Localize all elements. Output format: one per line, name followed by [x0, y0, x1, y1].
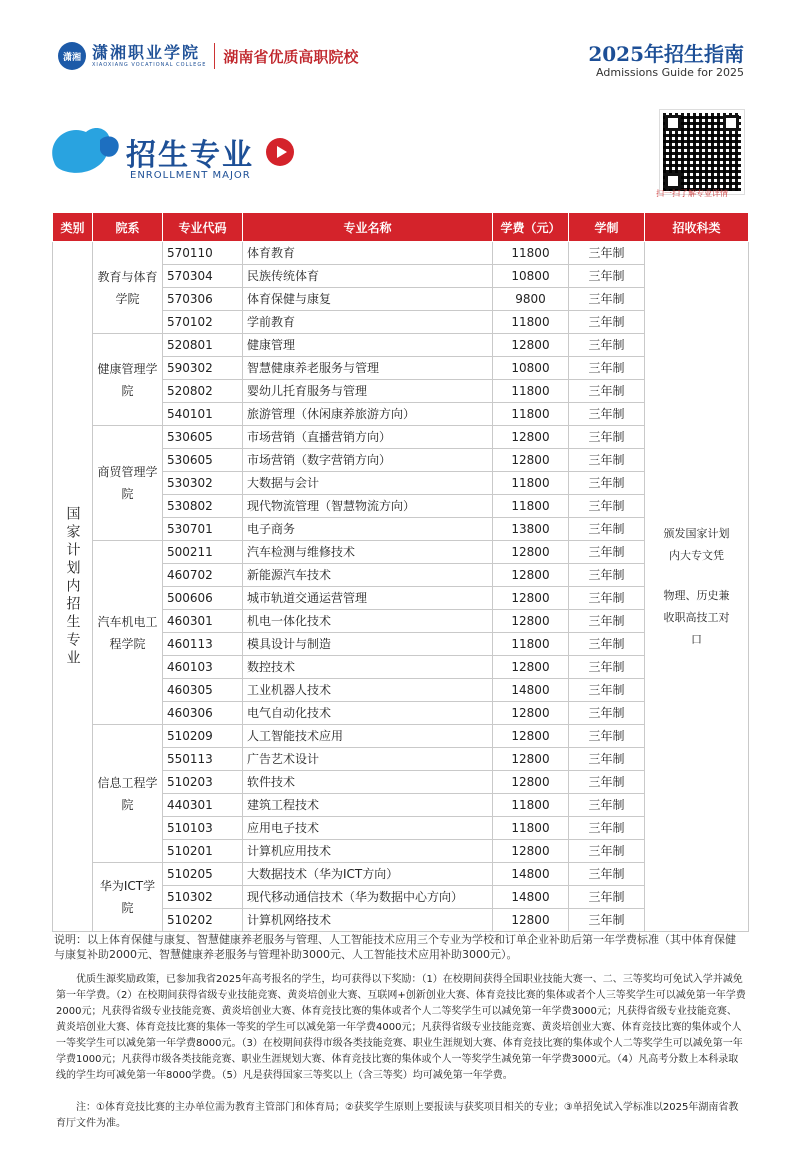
major-fee-cell: 12800 [493, 771, 569, 794]
major-fee-cell: 12800 [493, 748, 569, 771]
major-name-cell: 大数据技术（华为ICT方向） [243, 863, 493, 886]
department-cell: 商贸管理学院 [93, 426, 163, 541]
major-duration-cell: 三年制 [569, 702, 645, 725]
table-header-row [53, 213, 749, 242]
major-duration-cell: 三年制 [569, 403, 645, 426]
major-fee-cell: 12800 [493, 334, 569, 357]
major-name-cell: 健康管理 [243, 334, 493, 357]
major-code-cell: 530802 [163, 495, 243, 518]
school-slogan: 湖南省优质高职院校 [223, 47, 359, 66]
major-name-cell: 智慧健康养老服务与管理 [243, 357, 493, 380]
major-fee-cell: 10800 [493, 357, 569, 380]
guide-subtitle: Admissions Guide for 2025 [596, 66, 744, 79]
major-fee-cell: 11800 [493, 472, 569, 495]
major-code-cell: 530701 [163, 518, 243, 541]
major-fee-cell: 11800 [493, 633, 569, 656]
major-duration-cell: 三年制 [569, 909, 645, 932]
major-name-cell: 旅游管理（休闲康养旅游方向） [243, 403, 493, 426]
major-name-cell: 现代物流管理（智慧物流方向） [243, 495, 493, 518]
subjects-cell [645, 242, 749, 932]
major-code-cell: 460301 [163, 610, 243, 633]
major-duration-cell: 三年制 [569, 449, 645, 472]
major-duration-cell: 三年制 [569, 426, 645, 449]
school-logo-group [58, 42, 358, 70]
major-duration-cell: 三年制 [569, 771, 645, 794]
major-fee-cell: 11800 [493, 403, 569, 426]
school-name-en: XIAOXIANG VOCATIONAL COLLEGE [92, 62, 207, 68]
major-name-cell: 汽车检测与维修技术 [243, 541, 493, 564]
major-duration-cell: 三年制 [569, 288, 645, 311]
major-name-cell: 民族传统体育 [243, 265, 493, 288]
major-duration-cell: 三年制 [569, 311, 645, 334]
major-duration-cell: 三年制 [569, 725, 645, 748]
page-header [0, 0, 800, 100]
major-name-cell: 学前教育 [243, 311, 493, 334]
major-code-cell: 590302 [163, 357, 243, 380]
major-code-cell: 570110 [163, 242, 243, 265]
major-code-cell: 570306 [163, 288, 243, 311]
major-name-cell: 电气自动化技术 [243, 702, 493, 725]
major-name-cell: 数控技术 [243, 656, 493, 679]
column-header: 专业代码 [163, 213, 243, 242]
major-code-cell: 500606 [163, 587, 243, 610]
major-code-cell: 530605 [163, 426, 243, 449]
major-fee-cell: 9800 [493, 288, 569, 311]
column-header: 类别 [53, 213, 93, 242]
department-cell: 汽车机电工程学院 [93, 541, 163, 725]
major-code-cell: 460113 [163, 633, 243, 656]
major-name-cell: 建筑工程技术 [243, 794, 493, 817]
major-code-cell: 510209 [163, 725, 243, 748]
major-fee-cell: 12800 [493, 909, 569, 932]
major-name-cell: 体育教育 [243, 242, 493, 265]
major-fee-cell: 14800 [493, 886, 569, 909]
major-duration-cell: 三年制 [569, 817, 645, 840]
table-row [53, 426, 749, 449]
major-fee-cell: 12800 [493, 449, 569, 472]
department-cell: 华为ICT学院 [93, 863, 163, 932]
major-fee-cell: 11800 [493, 794, 569, 817]
major-name-cell: 现代移动通信技术（华为数据中心方向） [243, 886, 493, 909]
major-duration-cell: 三年制 [569, 518, 645, 541]
table-row [53, 242, 749, 265]
major-fee-cell: 12800 [493, 587, 569, 610]
major-duration-cell: 三年制 [569, 633, 645, 656]
school-name: 潇湘职业学院 [92, 43, 201, 62]
qr-finder-icon [723, 115, 739, 131]
major-name-cell: 大数据与会计 [243, 472, 493, 495]
major-code-cell: 520802 [163, 380, 243, 403]
major-name-cell: 电子商务 [243, 518, 493, 541]
major-name-cell: 城市轨道交通运营管理 [243, 587, 493, 610]
section-title: 招生专业 [126, 138, 254, 173]
column-header: 学制 [569, 213, 645, 242]
policy-footnote: 注：①体育竞技比赛的主办单位需为教育主管部门和体育局；②获奖学生原则上要报读与获奖项目相关的专业；③单招免试入学标准以2025年湖南省教育厅文件为准。 [56, 1102, 739, 1129]
column-header: 学费（元） [493, 213, 569, 242]
table-row [53, 334, 749, 357]
major-code-cell: 460305 [163, 679, 243, 702]
school-emblem-icon: 潇湘 [58, 42, 86, 70]
major-code-cell: 530605 [163, 449, 243, 472]
major-name-cell: 应用电子技术 [243, 817, 493, 840]
header-divider [214, 43, 215, 69]
major-duration-cell: 三年制 [569, 242, 645, 265]
category-cell: 国家计划内招生专业 [53, 242, 93, 932]
major-fee-cell: 11800 [493, 380, 569, 403]
subjects-text: 物理、历史兼收职高技工对口 [663, 588, 730, 646]
guide-title: 2025年招生指南 [588, 42, 744, 66]
major-name-cell: 体育保健与康复 [243, 288, 493, 311]
major-code-cell: 540101 [163, 403, 243, 426]
major-fee-cell: 12800 [493, 541, 569, 564]
diploma-text: 颁发国家计划内大专文凭 [663, 526, 730, 562]
majors-table [52, 212, 749, 932]
column-header: 招收科类 [645, 213, 749, 242]
major-fee-cell: 12800 [493, 564, 569, 587]
major-duration-cell: 三年制 [569, 587, 645, 610]
major-duration-cell: 三年制 [569, 472, 645, 495]
major-fee-cell: 11800 [493, 817, 569, 840]
major-code-cell: 510103 [163, 817, 243, 840]
section-decor-icon [46, 122, 126, 178]
major-fee-cell: 14800 [493, 863, 569, 886]
scholarship-policy: 优质生源奖励政策，已参加我省2025年高考报名的学生，均可获得以下奖励：（1）在校期间获得全国职业技能大赛一、二、三等奖均可免试入学并减免第一年学费。（2）在校期间获得省级专业技能竞赛、黄炎培创业大赛、互联网+创新创业大赛、体育竞技比赛的集体或者个人三等奖学生可以减免第一年学费2000元；凡获得省级专业技能竞赛、黄炎培创业大赛、体育竞技比赛的集体或者个人二等奖学生可以减免第一年学费3000元；凡获得省级专业技能竞赛、黄炎培创业大赛、体育竞技比赛的集体一等奖的学生可以减免第一年学费4000元；凡获得省级专业技能竞赛、黄炎培创业大赛、体育竞技比赛的集体或个人一等奖学生可以减免第一年学费8000元。（3）在校期间获得市级各类技能竞赛、职业生涯规划大赛、体育竞技比赛的集体或个人二等奖学生可以减免第一年学费1000元；凡获得市级各类技能竞赛、职业生涯规划大赛、体育竞技比赛的集体或个人一等奖学生减免第一年学费3000元。（4）凡高考分数上本科录取线的学生均可减免第一年8000学费。（5）凡是获得国家三等奖以上（含三等奖）均可减免第一年学费。 [56, 974, 746, 1081]
major-code-cell: 510205 [163, 863, 243, 886]
table-row [53, 541, 749, 564]
school-name-block [92, 44, 206, 68]
major-duration-cell: 三年制 [569, 380, 645, 403]
major-duration-cell: 三年制 [569, 541, 645, 564]
major-name-cell: 广告艺术设计 [243, 748, 493, 771]
column-header: 院系 [93, 213, 163, 242]
qr-caption: 扫一扫了解专业详情 [656, 189, 728, 198]
major-fee-cell: 12800 [493, 610, 569, 633]
major-code-cell: 570304 [163, 265, 243, 288]
major-duration-cell: 三年制 [569, 610, 645, 633]
major-duration-cell: 三年制 [569, 840, 645, 863]
major-code-cell: 500211 [163, 541, 243, 564]
major-duration-cell: 三年制 [569, 495, 645, 518]
major-duration-cell: 三年制 [569, 334, 645, 357]
major-name-cell: 计算机应用技术 [243, 840, 493, 863]
major-duration-cell: 三年制 [569, 863, 645, 886]
qr-finder-icon [665, 115, 681, 131]
play-icon [266, 138, 294, 166]
major-name-cell: 市场营销（直播营销方向） [243, 426, 493, 449]
major-fee-cell: 14800 [493, 679, 569, 702]
major-duration-cell: 三年制 [569, 679, 645, 702]
major-duration-cell: 三年制 [569, 748, 645, 771]
major-name-cell: 市场营销（数字营销方向） [243, 449, 493, 472]
major-code-cell: 530302 [163, 472, 243, 495]
major-code-cell: 510202 [163, 909, 243, 932]
major-code-cell: 440301 [163, 794, 243, 817]
table-row [53, 725, 749, 748]
major-code-cell: 460306 [163, 702, 243, 725]
department-cell: 教育与体育学院 [93, 242, 163, 334]
major-fee-cell: 12800 [493, 426, 569, 449]
major-duration-cell: 三年制 [569, 564, 645, 587]
section-subtitle: ENROLLMENT MAJOR [130, 170, 251, 181]
major-name-cell: 软件技术 [243, 771, 493, 794]
table-body [53, 242, 749, 932]
major-fee-cell: 12800 [493, 840, 569, 863]
major-fee-cell: 11800 [493, 495, 569, 518]
major-code-cell: 510302 [163, 886, 243, 909]
major-duration-cell: 三年制 [569, 886, 645, 909]
major-code-cell: 460103 [163, 656, 243, 679]
major-fee-cell: 12800 [493, 725, 569, 748]
major-name-cell: 机电一体化技术 [243, 610, 493, 633]
major-fee-cell: 10800 [493, 265, 569, 288]
major-code-cell: 510203 [163, 771, 243, 794]
major-fee-cell: 12800 [493, 702, 569, 725]
department-cell: 健康管理学院 [93, 334, 163, 426]
major-fee-cell: 12800 [493, 656, 569, 679]
fee-note: 说明：以上体育保健与康复、智慧健康养老服务与管理、人工智能技术应用三个专业为学校和订单企业补助后第一年学费标准（其中体育保健与康复补助2000元、智慧健康养老服务与管理补助3000元、人工智能技术应用补助3000元）。 [54, 933, 736, 961]
major-name-cell: 新能源汽车技术 [243, 564, 493, 587]
major-name-cell: 人工智能技术应用 [243, 725, 493, 748]
major-name-cell: 工业机器人技术 [243, 679, 493, 702]
major-name-cell: 模具设计与制造 [243, 633, 493, 656]
major-duration-cell: 三年制 [569, 794, 645, 817]
major-code-cell: 460702 [163, 564, 243, 587]
major-duration-cell: 三年制 [569, 265, 645, 288]
department-cell: 信息工程学院 [93, 725, 163, 863]
major-code-cell: 510201 [163, 840, 243, 863]
qr-code-icon[interactable] [660, 110, 744, 194]
major-code-cell: 550113 [163, 748, 243, 771]
major-fee-cell: 13800 [493, 518, 569, 541]
major-code-cell: 570102 [163, 311, 243, 334]
major-fee-cell: 11800 [493, 242, 569, 265]
major-duration-cell: 三年制 [569, 656, 645, 679]
qr-finder-icon [665, 173, 681, 189]
major-code-cell: 520801 [163, 334, 243, 357]
table-row [53, 863, 749, 886]
major-fee-cell: 11800 [493, 311, 569, 334]
major-duration-cell: 三年制 [569, 357, 645, 380]
major-name-cell: 婴幼儿托育服务与管理 [243, 380, 493, 403]
major-name-cell: 计算机网络技术 [243, 909, 493, 932]
column-header: 专业名称 [243, 213, 493, 242]
